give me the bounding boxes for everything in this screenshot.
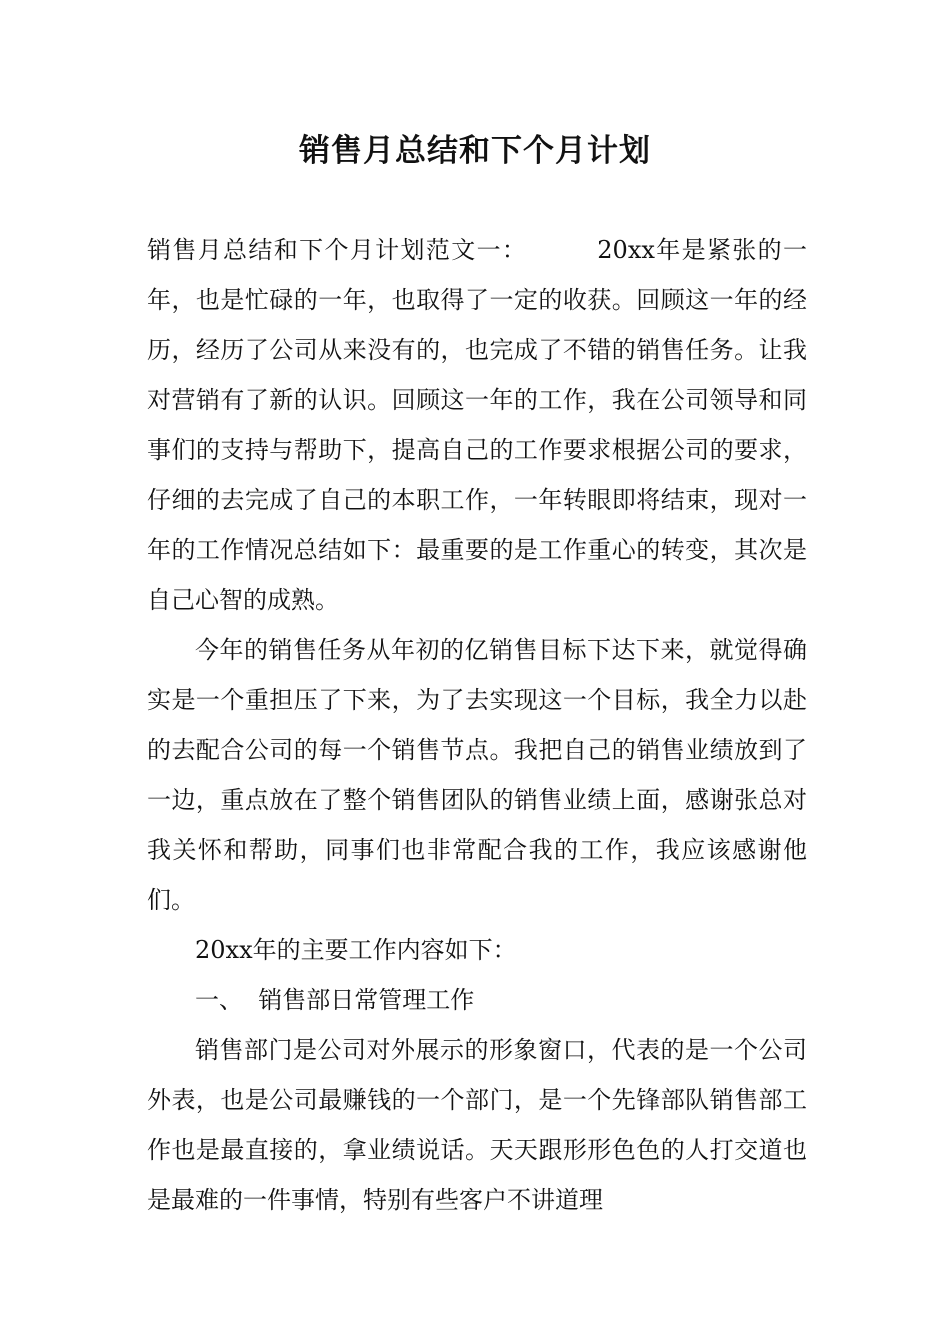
paragraph-2: 今年的销售任务从年初的亿销售目标下达下来，就觉得确实是一个重担压了下来，为了去实现这一个目标，我全力以赴的去配合公司的每一个销售节点。我把自己的销售业绩放到了一边，重点放在了整个销售团队的销售业绩上面，感谢张总对我关怀和帮助，同事们也非常配合我的工作，我应该感谢他们。 [147,636,807,914]
intro-label: 销售月总结和下个月计划范文一： [147,236,528,264]
document-title: 销售月总结和下个月计划 [299,133,651,169]
section-heading-1: 一、 销售部日常管理工作 [195,986,475,1014]
paragraph-1-text: 20xx年是紧张的一年，也是忙碌的一年，也取得了一定的收获。回顾这一年的经历，经历了公司从来没有的，也完成了不错的销售任务。让我对营销有了新的认识。回顾这一年的工作，我在公司领导和同事们的支持与帮助下，提高自己的工作要求根据公司的要求，仔细的去完成了自己的本职工作，一年转眼即将结束，现对一年的工作情况总结如下：最重要的是工作重心的转变，其次是自己心智的成熟。 [147,236,808,614]
paragraph-intro [147,225,807,625]
paragraph-3: 20xx年的主要工作内容如下： [195,936,517,964]
paragraph-5: 销售部门是公司对外展示的形象窗口，代表的是一个公司外表，也是公司最赚钱的一个部门，是一个先锋部队销售部工作也是最直接的，拿业绩说话。天天跟形形色色的人打交道也是最难的一件事情，特别有些客户不讲道理 [147,1036,807,1214]
document-body [147,225,807,1225]
